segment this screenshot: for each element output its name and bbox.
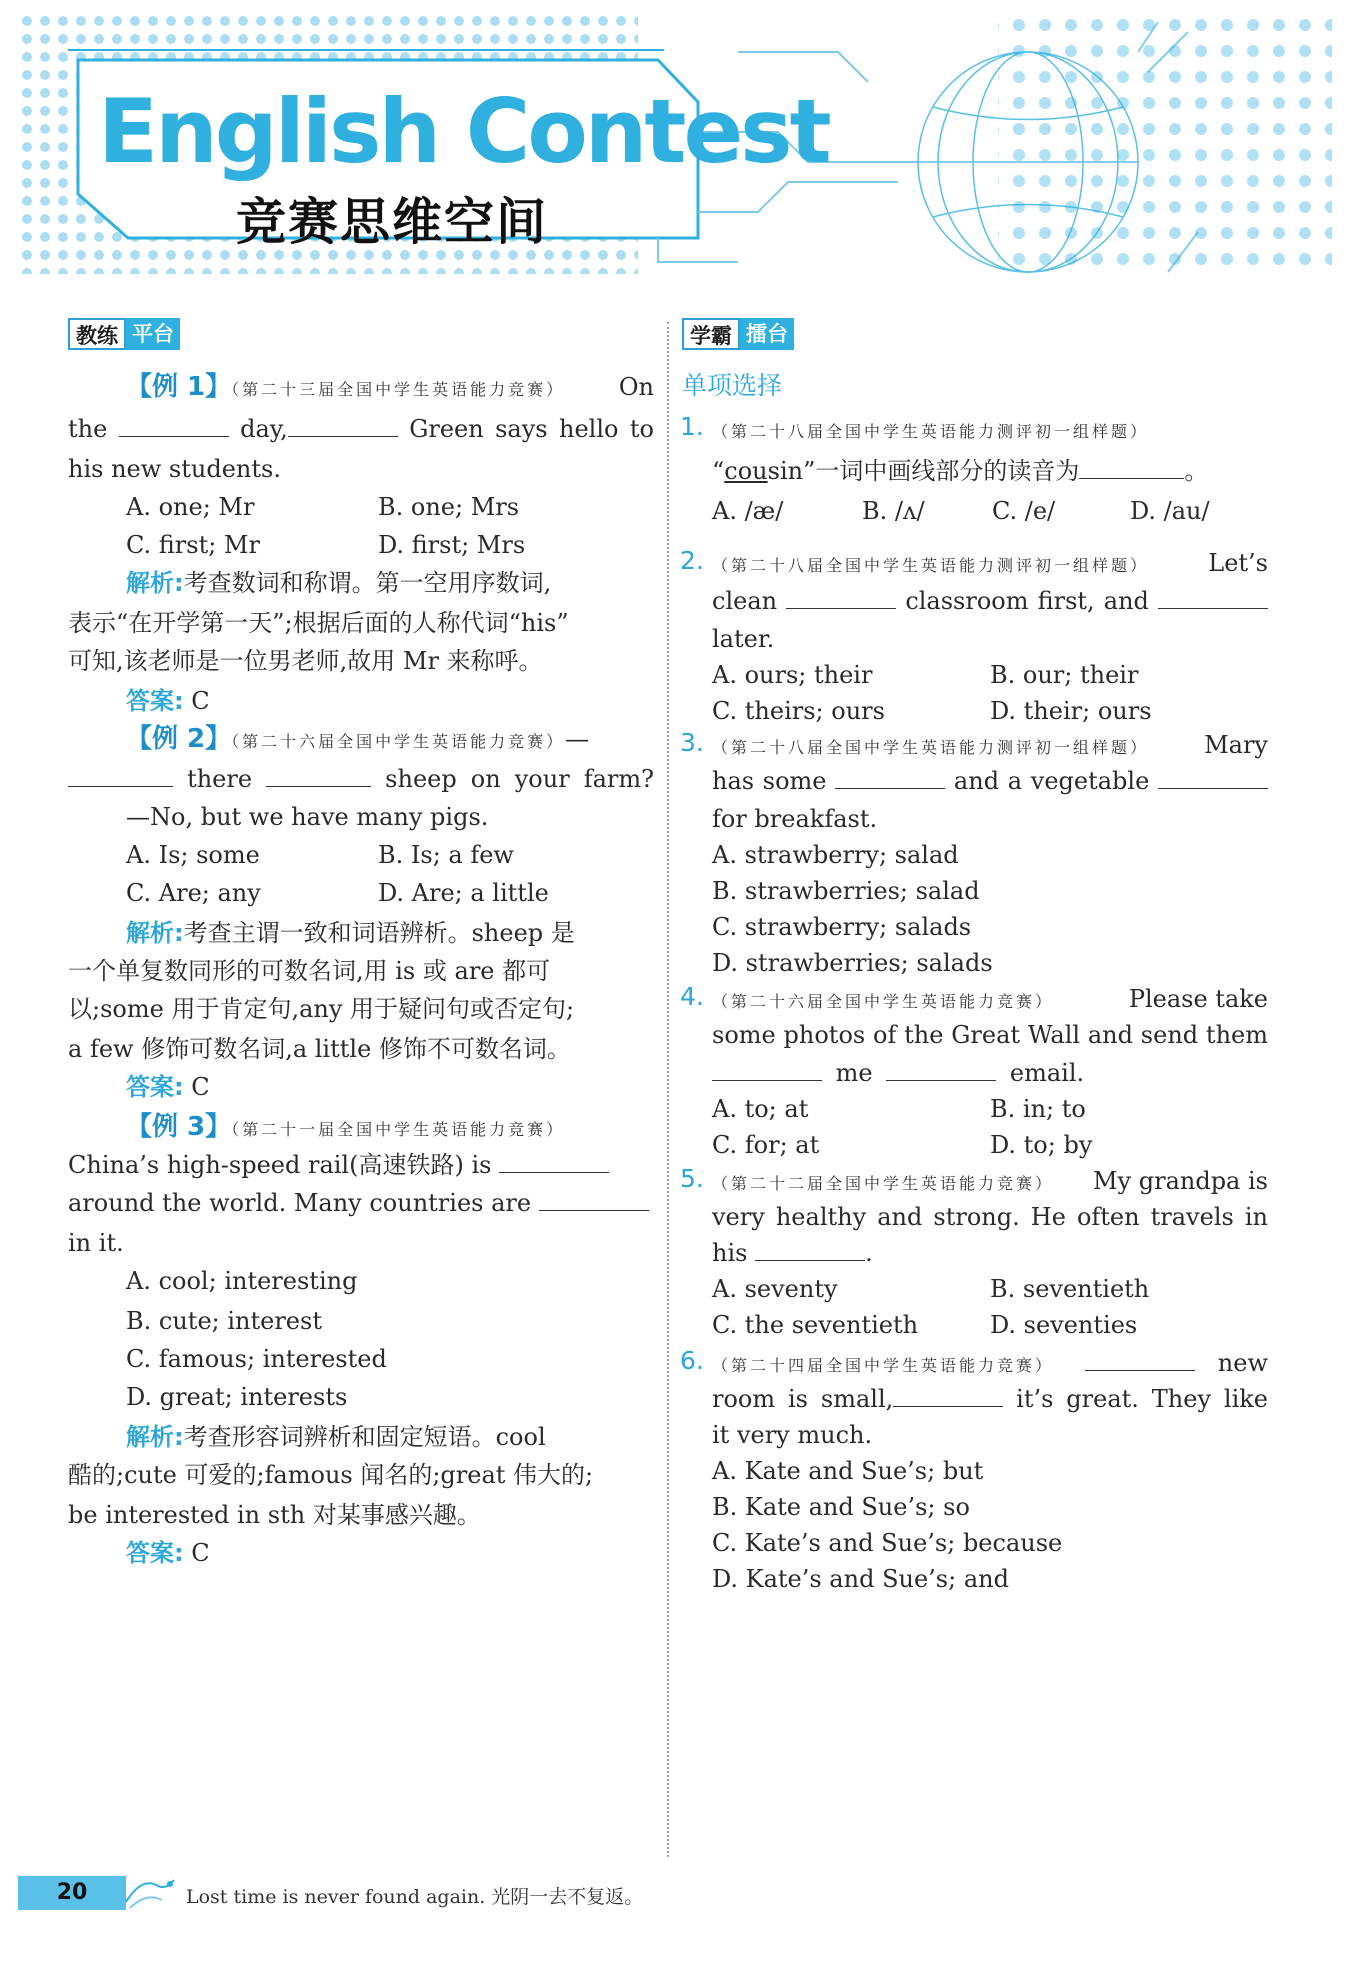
question-6-line-2: room is small, it’s great. They like — [712, 1385, 1268, 1413]
example-1-option-a: A. one; Mr — [126, 493, 255, 521]
example-1-option-b: B. one; Mrs — [378, 493, 520, 521]
example-3-line-3: in it. — [68, 1229, 124, 1257]
question-3-line-2: has some and a vegetable — [712, 764, 1268, 798]
question-4-option-a: A. to; at — [712, 1095, 809, 1123]
question-5-option-b: B. seventieth — [990, 1275, 1150, 1303]
banner-title-cn: 竞赛思维空间 — [236, 193, 548, 251]
example-3-header: 【例 3】（第二十一届全国中学生英语能力竞赛） — [126, 1112, 566, 1142]
banner-title-en: English Contest — [98, 80, 829, 183]
page-footer — [18, 1868, 1332, 1918]
example-2-line-3: —No, but we have many pigs. — [126, 803, 489, 831]
question-5-option-d: D. seventies — [990, 1311, 1138, 1339]
question-6-header: （第二十四届全国中学生英语能力竞赛） new — [712, 1349, 1268, 1377]
example-2-line-2: there sheep on your farm? — [68, 762, 654, 796]
example-2-option-c: C. Are; any — [126, 879, 261, 907]
question-3-option-b: B. strawberries; salad — [712, 877, 980, 905]
question-3-option-d: D. strawberries; salads — [712, 949, 993, 977]
question-1-option-c: C. /e/ — [992, 497, 1056, 525]
section-tag-contest: 学霸 擂台 — [682, 318, 794, 350]
question-3-line-3: for breakfast. — [712, 805, 878, 833]
example-2-header: 【例 2】（第二十六届全国中学生英语能力竞赛）— — [126, 724, 590, 754]
question-1-source: （第二十八届全国中学生英语能力测评初一组样题） — [712, 422, 1150, 441]
question-6-option-c: C. Kate’s and Sue’s; because — [712, 1529, 1063, 1557]
column-divider — [667, 322, 669, 1857]
question-4-header: （第二十六届全国中学生英语能力竞赛） Please take — [712, 985, 1268, 1013]
example-3-analysis-2: 酷的;cute 可爱的;famous 闻名的;great 伟大的; — [68, 1461, 594, 1489]
question-2-line-3: later. — [712, 625, 775, 653]
example-1-line-3: his new students. — [68, 455, 281, 483]
page-number: 20 — [18, 1876, 126, 1910]
example-2-option-d: D. Are; a little — [378, 879, 549, 907]
example-1-analysis-1: 解析:考查数词和称谓。第一空用序数词, — [126, 569, 552, 597]
question-4-option-d: D. to; by — [990, 1131, 1093, 1159]
question-2-option-a: A. ours; their — [712, 661, 873, 689]
example-1-option-d: D. first; Mrs — [378, 531, 526, 559]
example-1-header: 【例 1】（第二十三届全国中学生英语能力竞赛） On — [126, 372, 654, 402]
question-4-number: 4. — [680, 982, 704, 1011]
example-3-option-d: D. great; interests — [126, 1383, 348, 1411]
question-3-option-a: A. strawberry; salad — [712, 841, 959, 869]
example-1-analysis-3: 可知,该老师是一位男老师,故用 Mr 来称呼。 — [68, 647, 543, 675]
example-3-line-1: China’s high-speed rail(高速铁路) is — [68, 1148, 654, 1182]
question-5-number: 5. — [680, 1164, 704, 1193]
question-6-line-3: it very much. — [712, 1421, 873, 1449]
question-5-header: （第二十二届全国中学生英语能力竞赛） My grandpa is — [712, 1167, 1268, 1195]
question-4-line-2: some photos of the Great Wall and send them — [712, 1021, 1268, 1049]
section-tag-practice: 教练 平台 — [68, 318, 180, 350]
example-2-analysis-3: 以;some 用于肯定句,any 用于疑问句或否定句; — [68, 995, 575, 1023]
question-1-option-d: D. /au/ — [1130, 497, 1210, 525]
question-2-line-2: clean classroom first, and — [712, 584, 1268, 618]
question-2-option-c: C. theirs; ours — [712, 697, 885, 725]
question-3-header: （第二十八届全国中学生英语能力测评初一组样题） Mary — [712, 731, 1268, 759]
question-4-option-c: C. for; at — [712, 1131, 820, 1159]
example-2-analysis-1: 解析:考查主谓一致和词语辨析。sheep 是 — [126, 919, 575, 947]
example-1-answer: 答案: C — [126, 687, 210, 715]
question-1-number: 1. — [680, 412, 704, 441]
question-2-header: （第二十八届全国中学生英语能力测评初一组样题） Let’s — [712, 549, 1268, 577]
question-5-line-2: very healthy and strong. He often travels in — [712, 1203, 1268, 1231]
question-4-option-b: B. in; to — [990, 1095, 1086, 1123]
question-5-option-c: C. the seventieth — [712, 1311, 919, 1339]
banner — [18, 12, 1332, 274]
question-3-option-c: C. strawberry; salads — [712, 913, 972, 941]
question-4-line-3: me email. — [712, 1056, 1268, 1090]
example-3-option-b: B. cute; interest — [126, 1307, 322, 1335]
ribbon-icon — [122, 1872, 180, 1916]
example-2-answer: 答案: C — [126, 1073, 210, 1101]
example-1-option-c: C. first; Mr — [126, 531, 260, 559]
question-6-option-a: A. Kate and Sue’s; but — [712, 1457, 984, 1485]
question-1-option-b: B. /ʌ/ — [862, 497, 925, 525]
question-3-number: 3. — [680, 728, 704, 757]
question-5-option-a: A. seventy — [712, 1275, 838, 1303]
example-1-line-2: the day, Green says hello to — [68, 415, 654, 443]
question-1-stem: “cousin”一词中画线部分的读音为 。 — [712, 457, 1209, 485]
question-2-number: 2. — [680, 546, 704, 575]
example-1-analysis-2: 表示“在开学第一天”;根据后面的人称代词“his” — [68, 609, 569, 637]
question-5-line-3: his . — [712, 1239, 873, 1267]
example-3-analysis-3: be interested in sth 对某事感兴趣。 — [68, 1501, 481, 1529]
question-6-number: 6. — [680, 1346, 704, 1375]
footer-motto: Lost time is never found again. 光阴一去不复返。 — [186, 1886, 644, 1908]
example-3-analysis-1: 解析:考查形容词辨析和固定短语。cool — [126, 1423, 546, 1451]
example-3-answer: 答案: C — [126, 1539, 210, 1567]
example-2-analysis-2: 一个单复数同形的可数名词,用 is 或 are 都可 — [68, 957, 551, 985]
example-2-option-a: A. Is; some — [126, 841, 260, 869]
example-3-option-a: A. cool; interesting — [126, 1267, 358, 1295]
question-2-option-d: D. their; ours — [990, 697, 1152, 725]
section-title: 单项选择 — [682, 371, 783, 400]
question-6-option-d: D. Kate’s and Sue’s; and — [712, 1565, 1009, 1593]
example-2-option-b: B. Is; a few — [378, 841, 514, 869]
example-2-analysis-4: a few 修饰可数名词,a little 修饰不可数名词。 — [68, 1035, 571, 1063]
example-3-option-c: C. famous; interested — [126, 1345, 387, 1373]
question-6-option-b: B. Kate and Sue’s; so — [712, 1493, 970, 1521]
example-3-line-2: around the world. Many countries are — [68, 1186, 654, 1220]
question-1-option-a: A. /æ/ — [712, 497, 784, 525]
question-2-option-b: B. our; their — [990, 661, 1139, 689]
